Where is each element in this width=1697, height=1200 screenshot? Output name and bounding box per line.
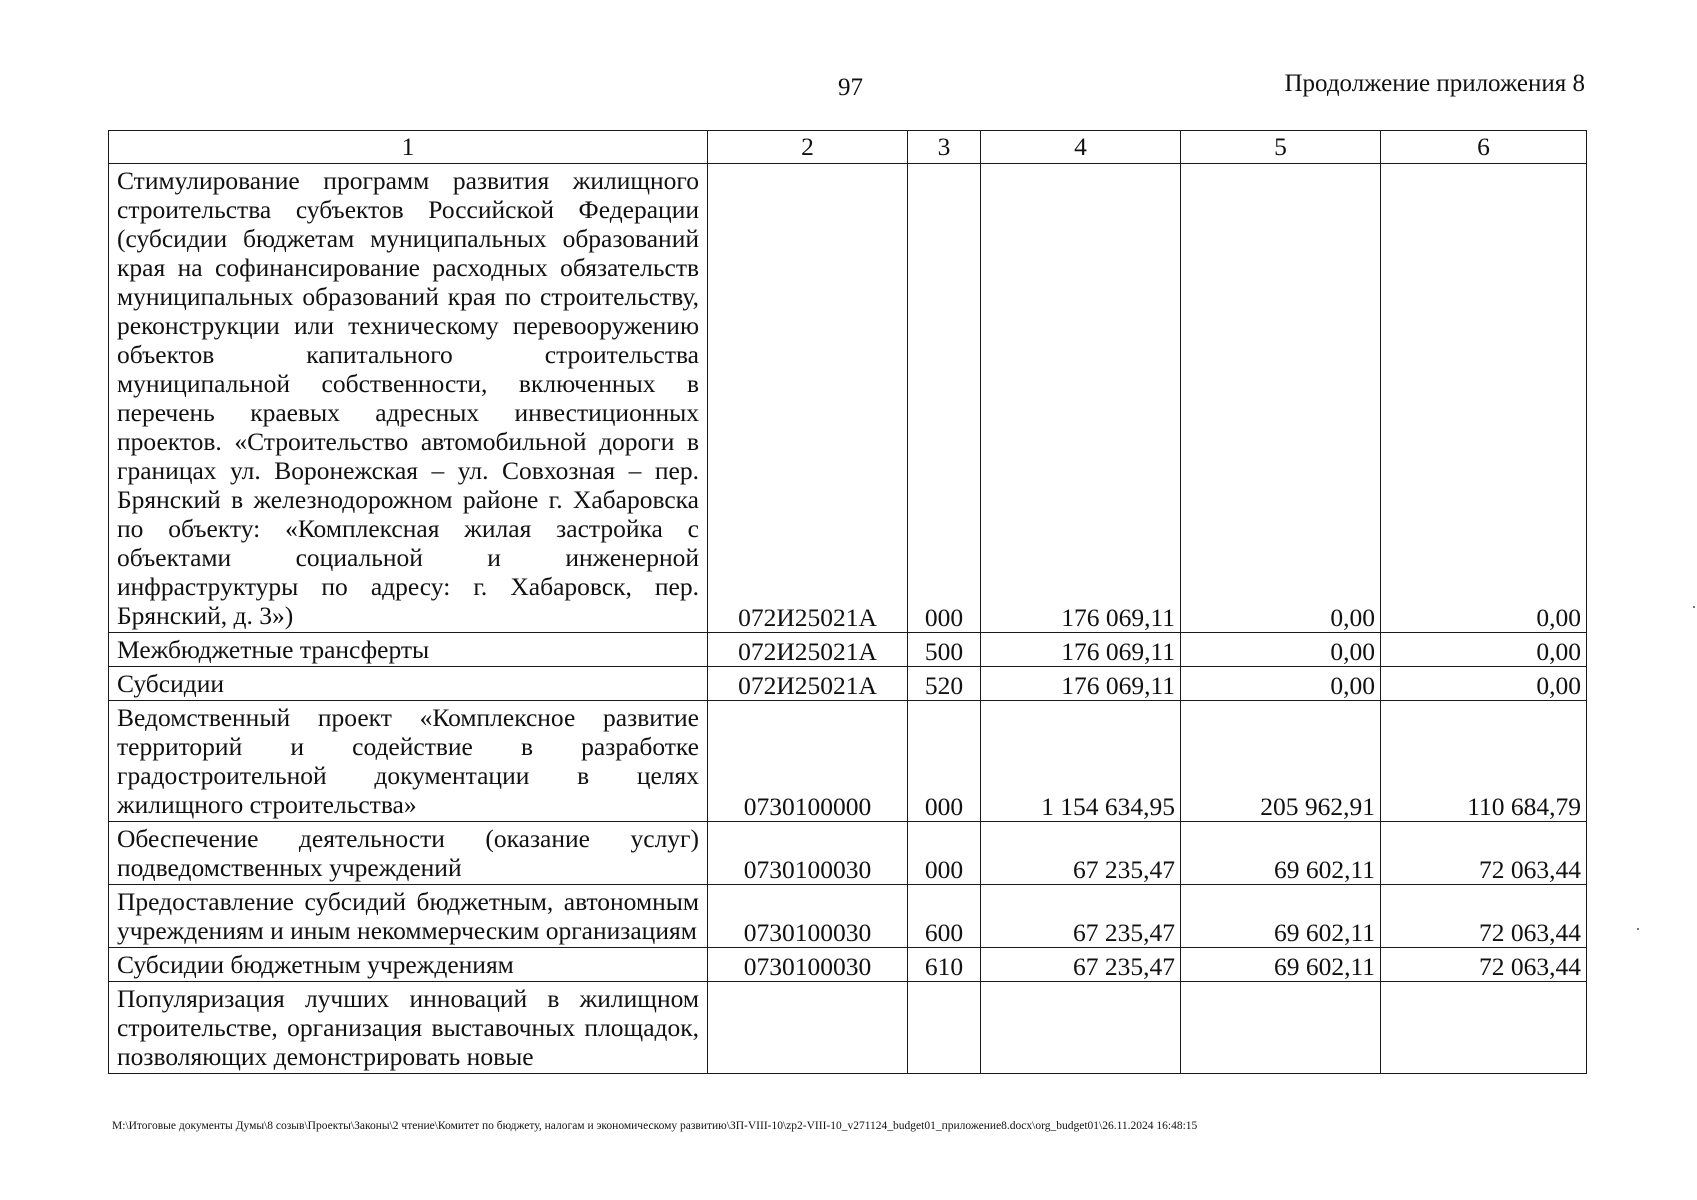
amount-col6: 0,00 (1381, 164, 1587, 633)
table-row (109, 701, 1587, 822)
row-name: Предоставление субсидий бюджетным, автономным учреждениям и иным некоммерческим организациям (109, 885, 708, 948)
target-code: 0730100030 (708, 822, 908, 885)
row-name: Субсидии бюджетным учреждениям (109, 948, 708, 982)
table-row (109, 822, 1587, 885)
amount-col4: 1 154 634,95 (981, 701, 1181, 822)
amount-col6: 0,00 (1381, 667, 1587, 701)
column-header: 1 (109, 131, 708, 164)
amount-col4: 67 235,47 (981, 948, 1181, 982)
row-name: Ведомственный проект «Комплексное развитие территорий и содействие в разработке градостроительной документации в целях жилищного строительства» (109, 701, 708, 822)
page-number: 97 (838, 74, 863, 101)
amount-col4: 176 069,11 (981, 633, 1181, 667)
row-name: Межбюджетные трансферты (109, 633, 708, 667)
amount-col4: 67 235,47 (981, 822, 1181, 885)
column-header: 2 (708, 131, 908, 164)
table-row (109, 885, 1587, 948)
column-header: 6 (1381, 131, 1587, 164)
column-header: 4 (981, 131, 1181, 164)
continuation-title: Продолжение приложения 8 (1284, 70, 1585, 97)
scan-artifact-dot (1693, 606, 1695, 608)
expense-type: 610 (908, 948, 981, 982)
amount-col5: 69 602,11 (1181, 822, 1381, 885)
amount-col6: 72 063,44 (1381, 885, 1587, 948)
amount-col5 (1181, 982, 1381, 1074)
expense-type (908, 982, 981, 1074)
row-name: Стимулирование программ развития жилищного строительства субъектов Российской Федерации (субсидии бюджетам муниципальных образований края на софинансирование расходных обязательств муниципальных образований края по строительству, реконструкции или техническому перевооружению объектов капитального строительства муниципальной собственности, включенных в перечень краевых адресных инвестиционных проектов. «Строительство автомобильной дороги в границах ул. Воронежская – ул. Совхозная – пер. Брянский в железнодорожном районе г. Хабаровска по объекту: «Комплексная жилая застройка с объектами социальной и инженерной инфраструктуры по адресу: г. Хабаровск, пер. Брянский, д. 3») (109, 164, 708, 633)
amount-col6: 72 063,44 (1381, 822, 1587, 885)
table-header-row (109, 131, 1587, 164)
table-row (109, 164, 1587, 633)
amount-col5: 0,00 (1181, 667, 1381, 701)
amount-col4: 176 069,11 (981, 667, 1181, 701)
amount-col4 (981, 982, 1181, 1074)
target-code: 0730100030 (708, 948, 908, 982)
amount-col6 (1381, 982, 1587, 1074)
amount-col5: 205 962,91 (1181, 701, 1381, 822)
amount-col5: 69 602,11 (1181, 948, 1381, 982)
amount-col4: 67 235,47 (981, 885, 1181, 948)
expense-type: 000 (908, 701, 981, 822)
amount-col5: 69 602,11 (1181, 885, 1381, 948)
amount-col6: 0,00 (1381, 633, 1587, 667)
amount-col6: 110 684,79 (1381, 701, 1587, 822)
scan-artifact-dot (1637, 928, 1639, 930)
amount-col6: 72 063,44 (1381, 948, 1587, 982)
expense-type: 600 (908, 885, 981, 948)
target-code: 072И25021А (708, 164, 908, 633)
expense-type: 000 (908, 164, 981, 633)
table-row (109, 633, 1587, 667)
target-code: 072И25021А (708, 633, 908, 667)
expense-type: 520 (908, 667, 981, 701)
column-header: 3 (908, 131, 981, 164)
target-code: 0730100030 (708, 885, 908, 948)
column-header: 5 (1181, 131, 1381, 164)
table-row (109, 982, 1587, 1074)
row-name: Популяризация лучших инноваций в жилищном строительстве, организация выставочных площадок, позволяющих демонстрировать новые (109, 982, 708, 1074)
target-code: 0730100000 (708, 701, 908, 822)
target-code: 072И25021А (708, 667, 908, 701)
row-name: Субсидии (109, 667, 708, 701)
table-row (109, 948, 1587, 982)
table-row (109, 667, 1587, 701)
budget-table (108, 130, 1587, 1074)
footer-file-path: M:\Итоговые документы Думы\8 созыв\Проекты\Законы\2 чтение\Комитет по бюджету, налогам и экономическому развитию\ЗП-VIII-10\zp2-VIII-10_v271124_budget01_приложение8.docx\org_budget01\26.11.2024 16:48:15 (112, 1120, 1198, 1132)
expense-type: 500 (908, 633, 981, 667)
expense-type: 000 (908, 822, 981, 885)
row-name: Обеспечение деятельности (оказание услуг) подведомственных учреждений (109, 822, 708, 885)
amount-col4: 176 069,11 (981, 164, 1181, 633)
amount-col5: 0,00 (1181, 164, 1381, 633)
target-code (708, 982, 908, 1074)
amount-col5: 0,00 (1181, 633, 1381, 667)
